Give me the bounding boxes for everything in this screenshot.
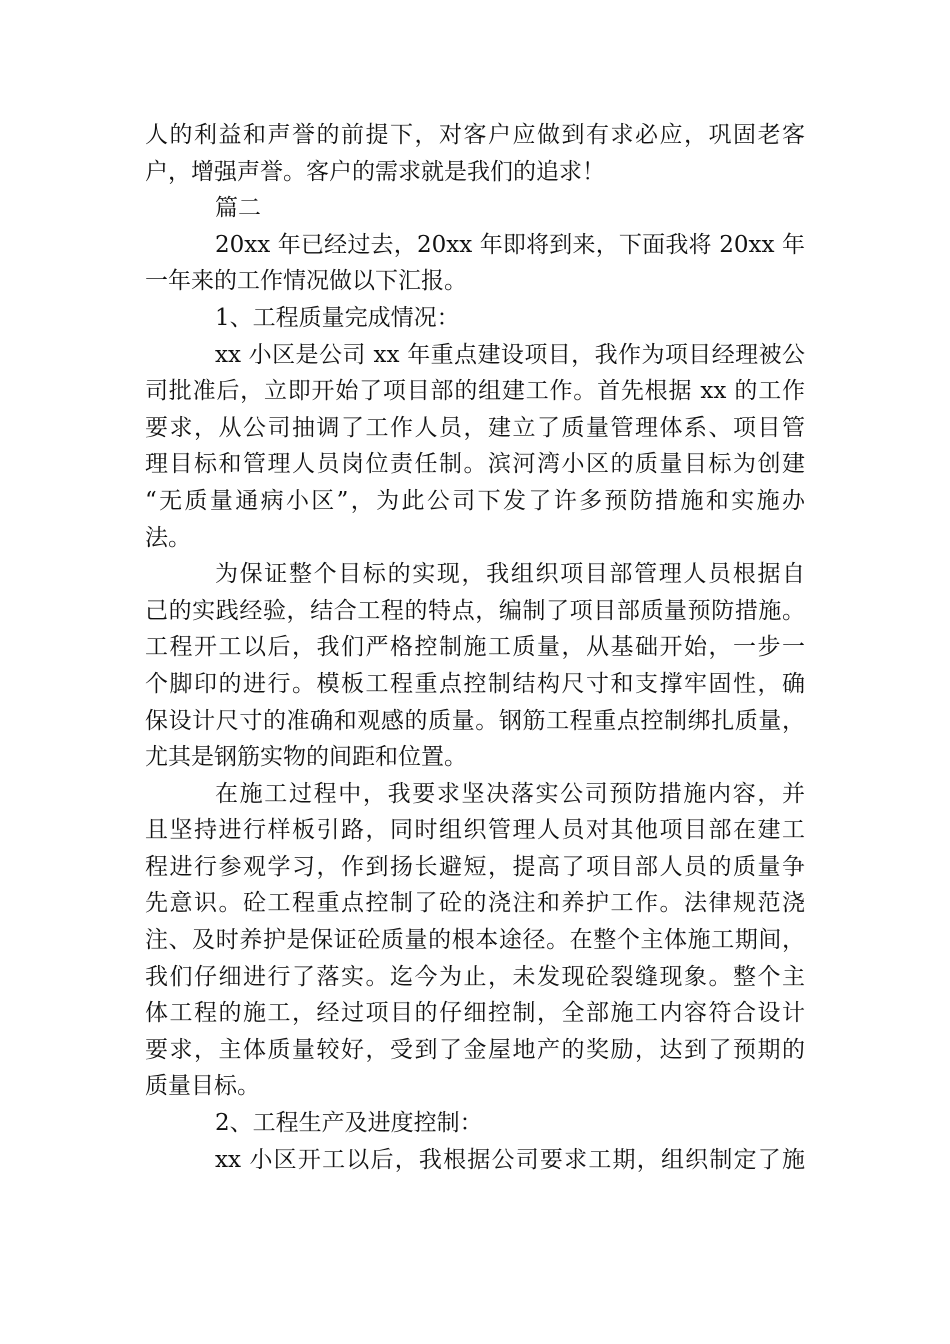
text-line: 先意识。砼工程重点控制了砼的浇注和养护工作。法律规范浇 — [145, 890, 805, 917]
text-line: 2、工程生产及进度控制： — [215, 1110, 483, 1137]
text-line: 司批准后，立即开始了项目部的组建工作。首先根据 xx 的工作 — [145, 378, 805, 405]
text-line: 在施工过程中，我要求坚决落实公司预防措施内容，并 — [215, 780, 805, 807]
text-line: 1、工程质量完成情况： — [215, 304, 460, 331]
text-line: xx 小区是公司 xx 年重点建设项目，我作为项目经理被公 — [215, 341, 805, 368]
text-line: 个脚印的进行。模板工程重点控制结构尺寸和支撑牢固性，确 — [145, 670, 805, 697]
text-line: 注、及时养护是保证砼质量的根本途径。在整个主体施工期间， — [145, 927, 805, 954]
text-line: 20xx 年已经过去，20xx 年即将到来，下面我将 20xx 年 — [215, 231, 805, 258]
text-line: 要求，主体质量较好，受到了金屋地产的奖励，达到了预期的 — [145, 1036, 805, 1063]
text-line: 尤其是钢筋实物的间距和位置。 — [145, 744, 467, 771]
text-line: 篇二 — [215, 195, 261, 222]
text-line: 且坚持进行样板引路，同时组织管理人员对其他项目部在建工 — [145, 817, 805, 844]
text-line: xx 小区开工以后，我根据公司要求工期，组织制定了施 — [215, 1146, 805, 1173]
document-body — [145, 117, 805, 1178]
text-line: “无质量通病小区”，为此公司下发了许多预防措施和实施办 — [145, 487, 805, 514]
text-line: 程进行参观学习，作到扬长避短，提高了项目部人员的质量争 — [145, 853, 805, 880]
text-line: 己的实践经验，结合工程的特点，编制了项目部质量预防措施。 — [145, 597, 805, 624]
text-line: 人的利益和声誉的前提下，对客户应做到有求必应，巩固老客 — [145, 122, 805, 148]
text-line: 为保证整个目标的实现，我组织项目部管理人员根据自 — [215, 561, 805, 588]
text-line: 一年来的工作情况做以下汇报。 — [145, 268, 467, 295]
text-line: 我们仔细进行了落实。迄今为止，未发现砼裂缝现象。整个主 — [145, 963, 805, 990]
text-line: 体工程的施工，经过项目的仔细控制，全部施工内容符合设计 — [145, 1000, 805, 1027]
text-line: 理目标和管理人员岗位责任制。滨河湾小区的质量目标为创建 — [145, 451, 805, 478]
text-line: 质量目标。 — [145, 1073, 260, 1100]
text-line: 户，增强声誉。客户的需求就是我们的追求！ — [145, 158, 605, 185]
text-line: 要求，从公司抽调了工作人员，建立了质量管理体系、项目管 — [145, 414, 805, 441]
text-line: 保设计尺寸的准确和观感的质量。钢筋工程重点控制绑扎质量， — [145, 707, 805, 734]
text-line: 工程开工以后，我们严格控制施工质量，从基础开始，一步一 — [145, 634, 805, 661]
text-line: 法。 — [145, 524, 191, 551]
